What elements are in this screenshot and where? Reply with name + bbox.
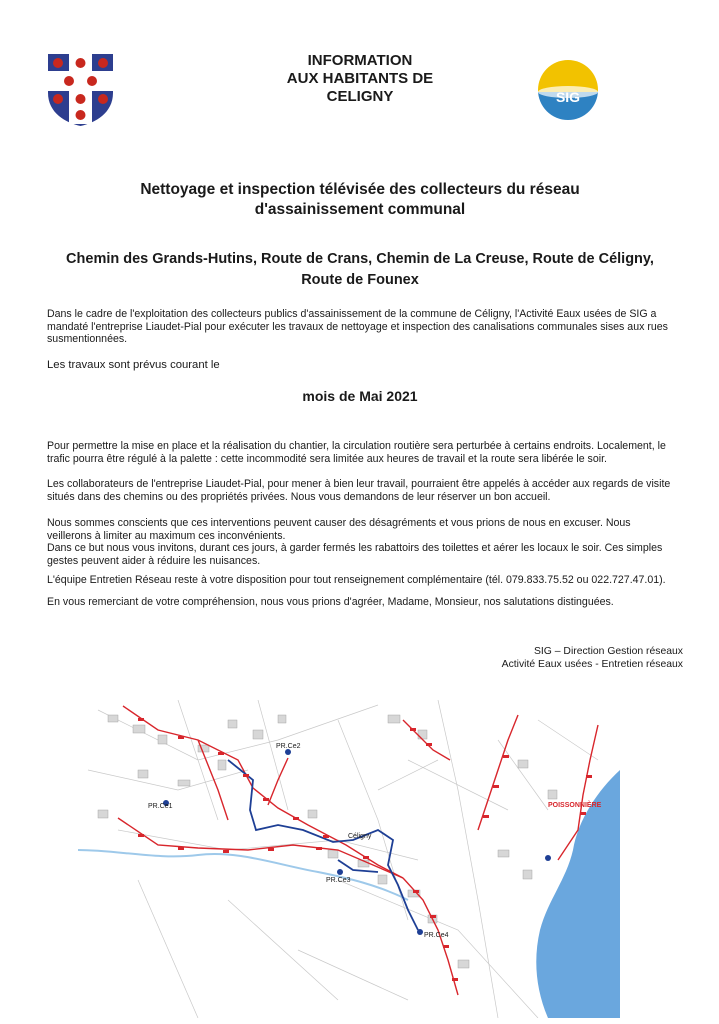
- map-label-poissonniere: POISSONNIÈRE: [548, 802, 602, 809]
- header-title-line: INFORMATION: [307, 52, 413, 69]
- signature: [502, 645, 683, 671]
- nuisance-paragraph: Dans ce but nous vous invitons, durant ces jours, à garder fermés les rabattoirs des toilettes et aérer les locaux le soir. Ces simples gestes peuvent aider à réduire les nuisances.: [47, 542, 663, 567]
- streets-line: Chemin des Grands-Hutins, Route de Crans, Chemin de La Creuse, Route de Céligny,: [66, 251, 654, 267]
- map-label-pr-ce4: PR.Ce4: [424, 932, 449, 939]
- map-label-pr-ce2: PR.Ce2: [276, 743, 301, 750]
- celigny-coat-of-arms-icon: [47, 53, 114, 127]
- contact-paragraph: L'équipe Entretien Réseau reste à votre disposition pour tout renseignement complémentaire (tél. 079.833.75.52 ou 022.727.47.01).: [47, 574, 666, 586]
- month-text: mois de Mai 2021: [302, 388, 418, 404]
- streets-list: [40, 249, 680, 291]
- intro-paragraph: Dans le cadre de l'exploitation des collecteurs publics d'assainissement de la commune de Céligny, l'Activité Eaux usées de SIG a mandaté l'entreprise Liaudet-Pial pour exécuter les travaux de nettoyage et inspection des canalisations communales sises aux rues susmentionnées.: [47, 308, 668, 346]
- signature-line: Activité Eaux usées - Entretien réseaux: [501, 659, 683, 670]
- main-title: [60, 180, 660, 220]
- collaborators-paragraph: Les collaborateurs de l'entreprise Liaudet-Pial, pour mener à bien leur travail, pourraient être appelés à accéder aux regards de visite situés dans des chemins ou des propriétés privées. Nous vous demandons de leur réserver un bon accueil.: [47, 478, 671, 503]
- network-map: [78, 700, 620, 1018]
- sig-logo-text: SIG: [555, 89, 581, 105]
- signature-line: SIG – Direction Gestion réseaux: [533, 646, 683, 657]
- inconvenience-paragraph: Nous sommes conscients que ces interventions peuvent causer des désagréments et vous prions de nous en excuser. Nous veillerons à limiter au maximum ces inconvénients.: [47, 517, 631, 542]
- streets-line: Route de Founex: [301, 272, 419, 288]
- planned-text: Les travaux sont prévus courant le: [47, 359, 220, 371]
- header-title-line: CELIGNY: [326, 88, 394, 105]
- main-title-line: d'assainissement communal: [254, 201, 466, 218]
- map-label-celigny: Céligny: [348, 833, 372, 840]
- closing-paragraph: En vous remerciant de votre compréhension, nous vous prions d'agréer, Madame, Monsieur, nos salutations distinguées.: [47, 596, 614, 608]
- header-title-line: AUX HABITANTS DE: [286, 70, 434, 87]
- traffic-paragraph: Pour permettre la mise en place et la réalisation du chantier, la circulation routière sera perturbée à certains endroits. Localement, le trafic pourra être régulé à la palette : cette incommodité sera limitée aux heures de travail et la route sera libérée le soir.: [47, 440, 666, 465]
- map-label-pr-ce1: PR.Ce1: [148, 803, 173, 810]
- sig-logo-icon: [536, 58, 600, 122]
- main-title-line: Nettoyage et inspection télévisée des collecteurs du réseau: [140, 181, 580, 198]
- header-title: [230, 52, 490, 106]
- map-label-pr-ce3: PR.Ce3: [326, 877, 351, 884]
